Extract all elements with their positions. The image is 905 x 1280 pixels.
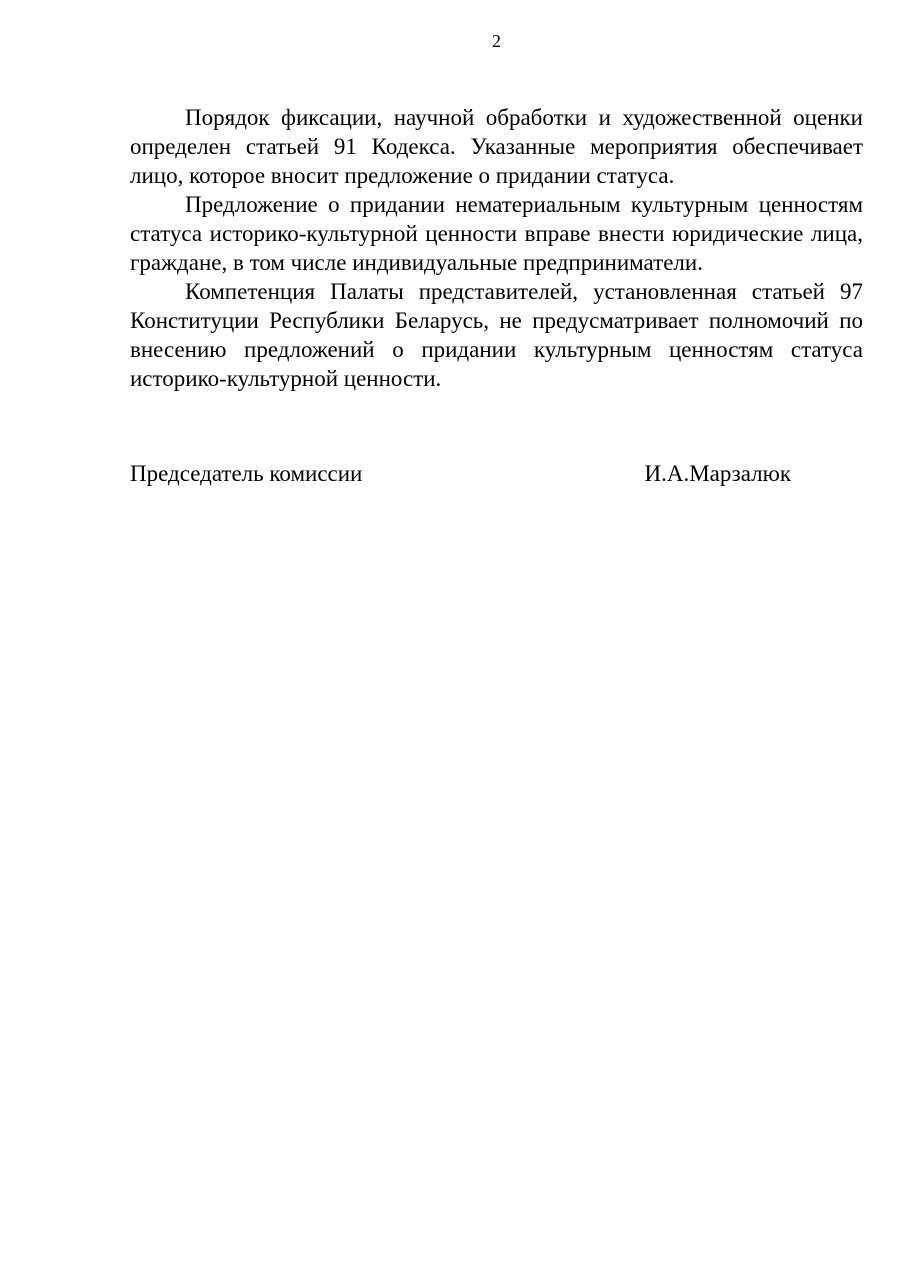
signature-title: Председатель комиссии xyxy=(130,461,363,486)
paragraph: Компетенция Палаты представителей, установленная статьей 97 Конституции Республики Беларусь, не предусматривает полномочий по внесению предложений о придании культурным ценностям статуса историко-культурной ценности. xyxy=(130,279,863,391)
paragraph: Порядок фиксации, научной обработки и художественной оценки определен статьей 91 Кодекса. Указанные мероприятия обеспечивает лицо, которое вносит предложение о придании статуса. xyxy=(130,105,863,188)
signature-name: И.А.Марзалюк xyxy=(644,461,791,486)
document-body xyxy=(130,103,863,488)
page-number: 2 xyxy=(492,31,501,51)
paragraph: Предложение о придании нематериальным культурным ценностям статуса историко-культурной ценности вправе внести юридические лица, граждане, в том числе индивидуальные предприниматели. xyxy=(130,192,863,275)
signature-row xyxy=(130,459,863,488)
